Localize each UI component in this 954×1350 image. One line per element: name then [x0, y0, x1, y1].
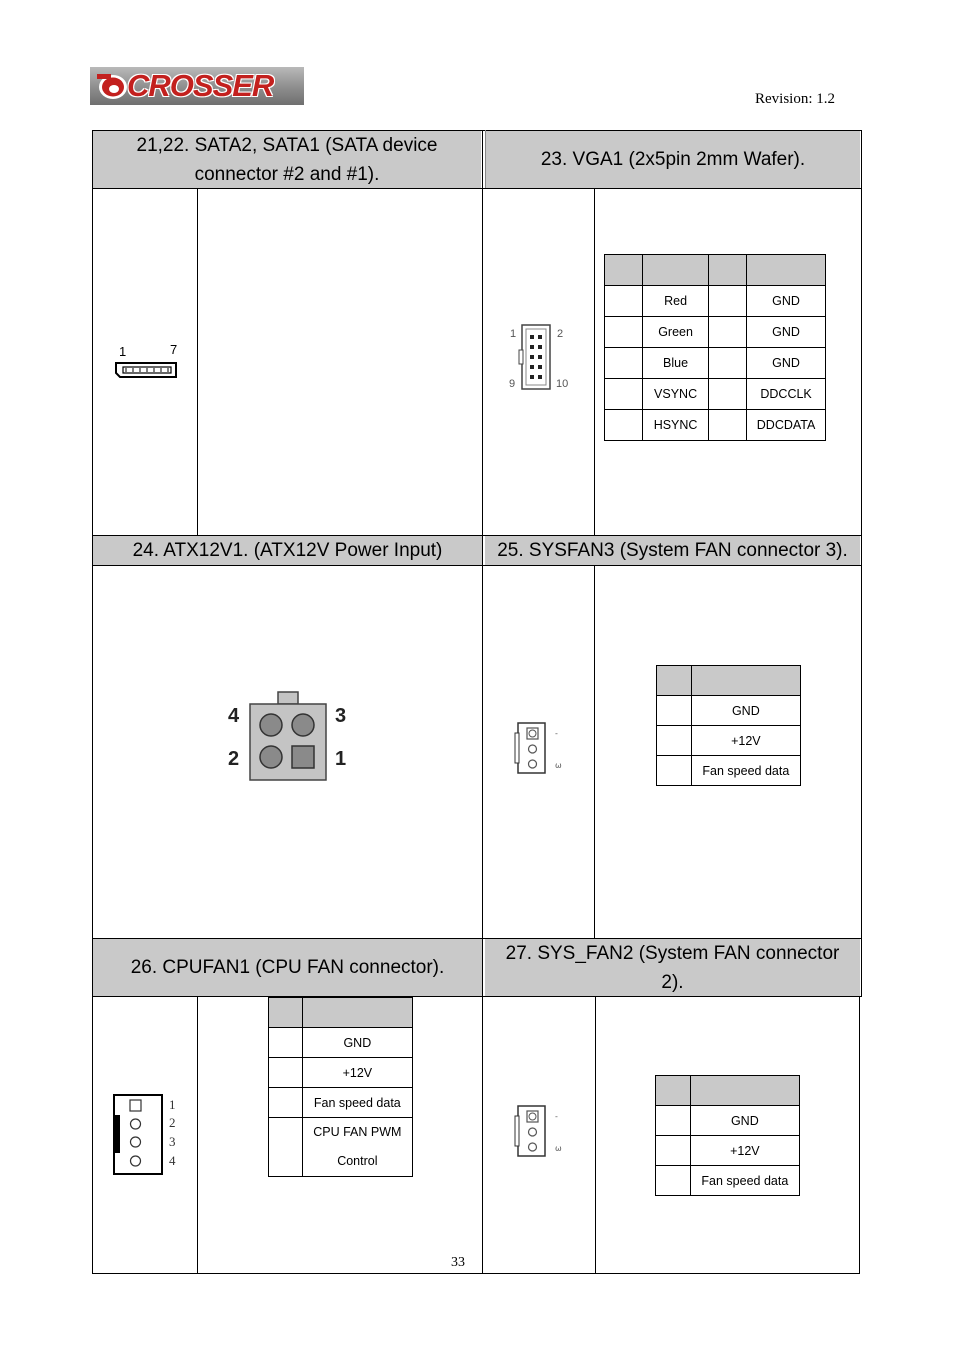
logo-text: CROSSER [127, 68, 274, 103]
table-row: Blue GND [605, 348, 826, 379]
cpufan-pin3-label: 3 [169, 1134, 176, 1149]
table-row: +12V [656, 1136, 800, 1166]
vga-pin-table [604, 254, 826, 441]
svg-text:-: - [555, 729, 558, 738]
sysfan3-pin-table [656, 665, 801, 786]
sata-section-title: 21,22. SATA2, SATA1 (SATA device connector #2 and #1). [93, 131, 481, 188]
table-row: HSYNC DDCDATA [605, 410, 826, 441]
cpufan-pin-table [268, 997, 413, 1177]
table-header-cell [747, 255, 826, 286]
sata-connector-icon [114, 358, 180, 382]
sysfan3-connector-icon [515, 720, 565, 776]
svg-text:ω: ω [555, 761, 562, 770]
sysfan2-section-title: 27. SYS_FAN2 (System FAN connector 2). [485, 939, 860, 996]
sata-pin7-label: 7 [170, 342, 178, 357]
vga-pin10-label: 10 [556, 378, 569, 390]
vga-pin1-label: 1 [510, 328, 517, 340]
atx-pin3-label: 3 [335, 705, 347, 727]
table-header-cell [691, 666, 800, 696]
table-header-cell [709, 255, 747, 286]
revision-label: Revision: 1.2 [755, 91, 836, 107]
cpufan-section-title: 26. CPUFAN1 (CPU FAN connector). [93, 939, 482, 996]
vga-section-title: 23. VGA1 (2x5pin 2mm Wafer). [486, 131, 860, 188]
acrosser-logo [90, 67, 304, 105]
vga-pin2-label: 2 [557, 328, 564, 340]
table-row: GND [656, 1106, 800, 1136]
cpufan-pin4-label: 4 [169, 1153, 176, 1168]
table-header-cell [690, 1076, 799, 1106]
vga-wafer-connector-icon [519, 322, 553, 392]
logo-a-mark-icon [93, 70, 129, 102]
table-row: Fan speed data [269, 1088, 413, 1118]
table-row: +12V [657, 726, 801, 756]
atx-pin1-label: 1 [335, 748, 347, 770]
table-header-cell [605, 255, 643, 286]
table-header-cell [656, 1076, 691, 1106]
svg-text:-: - [555, 1112, 558, 1121]
table-header-cell [657, 666, 692, 696]
cpufan-pin2-label: 2 [169, 1115, 176, 1130]
table-row: VSYNC DDCCLK [605, 379, 826, 410]
sata-pin1-label: 1 [119, 344, 127, 359]
table-row: GND [657, 696, 801, 726]
sysfan2-pin-table [655, 1075, 800, 1196]
svg-text:ω: ω [555, 1144, 562, 1153]
cpufan-connector-icon [112, 1093, 164, 1177]
table-row: Fan speed data [657, 756, 801, 786]
table-header-cell [642, 255, 709, 286]
table-row: Red GND [605, 286, 826, 317]
table-row: Green GND [605, 317, 826, 348]
table-row: +12V [269, 1058, 413, 1088]
atx-pin2-label: 2 [228, 748, 240, 770]
table-row: Fan speed data [656, 1166, 800, 1196]
atx12v-connector-icon [248, 690, 328, 782]
vga-pin9-label: 9 [509, 378, 516, 390]
atx-pin4-label: 4 [228, 705, 240, 727]
table-header-cell [269, 998, 303, 1028]
page-number: 33 [451, 1255, 465, 1270]
table-row: CPU FAN PWM Control [269, 1118, 413, 1177]
cpufan-pin1-label: 1 [169, 1097, 176, 1112]
atx-section-title: 24. ATX12V1. (ATX12V Power Input) [93, 536, 482, 565]
table-row: GND [269, 1028, 413, 1058]
table-header-cell [302, 998, 412, 1028]
sysfan2-connector-icon [515, 1103, 565, 1159]
sysfan3-section-title: 25. SYSFAN3 (System FAN connector 3). [485, 536, 860, 565]
